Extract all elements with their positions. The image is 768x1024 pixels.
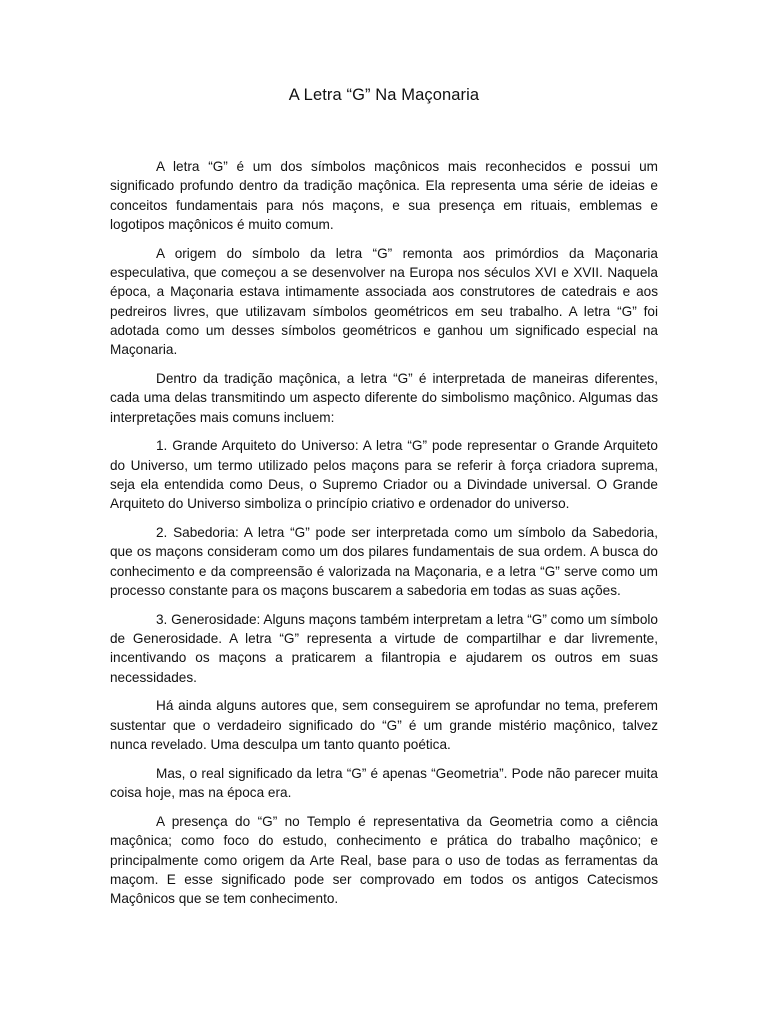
paragraph-misterio: Há ainda alguns autores que, sem conseguirem se aprofundar no tema, preferem sustentar que o verdadeiro significado do “G” é um grande mistério maçônico, talvez nunca revelado. Uma desculpa um tanto quanto poética. <box>110 698 658 753</box>
paragraph-interpretations: Dentro da tradição maçônica, a letra “G” é interpretada de maneiras diferentes, cada uma delas transmitindo um aspecto diferente do simbolismo maçônico. Algumas das interpretações mais comuns incluem: <box>110 370 658 425</box>
paragraph-intro: A letra “G” é um dos símbolos maçônicos mais reconhecidos e possui um significado profundo dentro da tradição maçônica. Ela representa uma série de ideias e conceitos fundamentais para nós maçons, e sua presença em rituais, emblemas e logotipos maçônicos é muito comum. <box>110 159 658 232</box>
document-page <box>110 86 658 918</box>
paragraph-item-generosidade: 3. Generosidade: Alguns maçons também interpretam a letra “G” como um símbolo de Generosidade. A letra “G” representa a virtude de compartilhar e dar livremente, incentivando os maçons a praticarem a filantropia e ajudarem os outros em suas necessidades. <box>110 611 658 685</box>
paragraph-origin: A origem do símbolo da letra “G” remonta aos primórdios da Maçonaria especulativa, que começou a se desenvolver na Europa nos séculos XVI e XVII. Naquela época, a Maçonaria estava intimamente associada aos construtores de catedrais e aos pedreiros livres, que utilizavam símbolos geométricos em seu trabalho. A letra “G” foi adotada como um desses símbolos geométricos e ganhou um significado especial na Maçonaria. <box>110 245 658 358</box>
paragraph-templo: A presença do “G” no Templo é representativa da Geometria como a ciência maçônica; como foco do estudo, conhecimento e prática do trabalho maçônico; e principalmente como origem da Arte Real, base para o uso de todas as ferramentas da maçom. E esse significado pode ser comprovado em todos os antigos Catecismos Maçônicos que se tem conhecimento. <box>110 813 658 907</box>
paragraph-item-grande-arquiteto: 1. Grande Arquiteto do Universo: A letra “G” pode representar o Grande Arquiteto do Universo, um termo utilizado pelos maçons para se referir à força criadora suprema, seja ela entendida como Deus, o Supremo Criador ou a Divindade universal. O Grande Arquiteto do Universo simboliza o princípio criativo e ordenador do universo. <box>110 438 658 512</box>
page-title: A Letra “G” Na Maçonaria <box>288 86 480 104</box>
paragraph-item-sabedoria: 2. Sabedoria: A letra “G” pode ser interpretada como um símbolo da Sabedoria, que os maçons consideram como um dos pilares fundamentais de sua ordem. A busca do conhecimento e da compreensão é valorizada na Maçonaria, e a letra “G” serve como um processo constante para os maçons buscarem a sabedoria em todas as suas ações. <box>110 525 658 598</box>
paragraph-geometria: Mas, o real significado da letra “G” é apenas “Geometria”. Pode não parecer muita coisa hoje, mas na época era. <box>110 765 658 801</box>
